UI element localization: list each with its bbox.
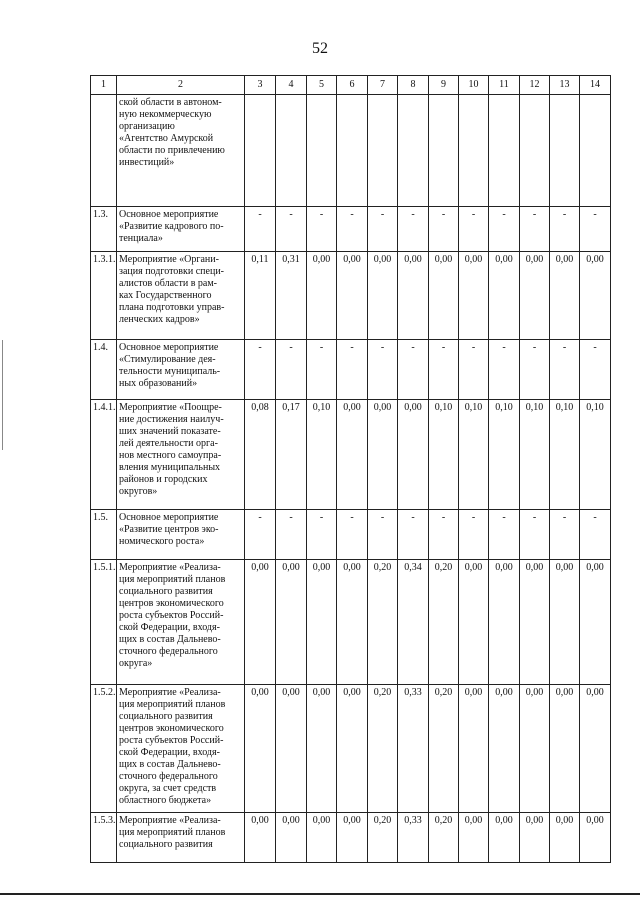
row-name: Основное мероприятие «Развитие центров эко- номического роста» (117, 510, 245, 560)
value-cell: - (276, 340, 307, 400)
value-cell: - (459, 340, 489, 400)
header-cell: 13 (550, 76, 580, 95)
value-cell: 0,00 (580, 252, 611, 340)
row-name: Мероприятие «Поощре- ние достижения наилуч- ших значений показате- лей деятельности орга- нов местного самоупра- вления муниципальных районов и городских округов» (117, 400, 245, 510)
value-cell: - (459, 207, 489, 252)
header-cell: 14 (580, 76, 611, 95)
value-cell: 0,00 (307, 560, 337, 685)
row-name: ской области в автоном- ную некоммерческую организацию «Агентство Амурской области по привлечению инвестиций» (117, 95, 245, 207)
value-cell: - (459, 510, 489, 560)
value-cell: - (429, 510, 459, 560)
value-cell: 0,20 (368, 813, 398, 863)
value-cell: - (489, 510, 520, 560)
table-body (91, 95, 611, 863)
value-cell: 0,10 (489, 400, 520, 510)
value-cell (459, 95, 489, 207)
header-row (91, 76, 611, 95)
value-cell: - (368, 340, 398, 400)
table-row (91, 510, 611, 560)
value-cell: - (489, 340, 520, 400)
value-cell: 0,00 (520, 813, 550, 863)
value-cell: 0,00 (459, 813, 489, 863)
row-name: Основное мероприятие «Развитие кадрового по- тенциала» (117, 207, 245, 252)
row-number: 1.4. (91, 340, 117, 400)
value-cell: 0,00 (337, 400, 368, 510)
value-cell: 0,00 (245, 685, 276, 813)
header-cell: 8 (398, 76, 429, 95)
value-cell: 0,00 (489, 252, 520, 340)
page-number: 52 (312, 40, 328, 57)
table-row (91, 400, 611, 510)
value-cell: 0,00 (398, 400, 429, 510)
value-cell: 0,00 (520, 685, 550, 813)
value-cell: - (337, 340, 368, 400)
value-cell: - (307, 340, 337, 400)
value-cell: 0,33 (398, 813, 429, 863)
header-cell: 9 (429, 76, 459, 95)
row-number (91, 95, 117, 207)
value-cell (489, 95, 520, 207)
value-cell: 0,00 (459, 560, 489, 685)
row-number: 1.5.1. (91, 560, 117, 685)
value-cell: - (520, 510, 550, 560)
header-cell: 11 (489, 76, 520, 95)
header-cell: 5 (307, 76, 337, 95)
value-cell: - (398, 207, 429, 252)
value-cell: - (337, 207, 368, 252)
value-cell: 0,00 (550, 813, 580, 863)
row-name: Мероприятие «Органи- зация подготовки специ- алистов области в рам- ках Государственного плана подготовки управ- ленческих кадров» (117, 252, 245, 340)
value-cell: 0,00 (429, 252, 459, 340)
value-cell: 0,00 (580, 813, 611, 863)
value-cell (429, 95, 459, 207)
row-name: Мероприятие «Реализа- ция мероприятий планов социального развития центров экономического роста субъектов Россий- ской Федерации, входя- щих в состав Дальнево- сточного федерального округа» (117, 560, 245, 685)
value-cell: 0,10 (550, 400, 580, 510)
value-cell: 0,34 (398, 560, 429, 685)
value-cell: - (429, 340, 459, 400)
value-cell: - (398, 340, 429, 400)
value-cell: 0,20 (368, 685, 398, 813)
value-cell: 0,00 (307, 252, 337, 340)
row-number: 1.4.1. (91, 400, 117, 510)
value-cell: 0,00 (489, 560, 520, 685)
value-cell: - (550, 510, 580, 560)
value-cell: 0,31 (276, 252, 307, 340)
value-cell (580, 95, 611, 207)
value-cell: 0,00 (337, 560, 368, 685)
table-row (91, 207, 611, 252)
value-cell: - (276, 207, 307, 252)
value-cell: - (550, 340, 580, 400)
value-cell: 0,00 (459, 685, 489, 813)
value-cell: - (550, 207, 580, 252)
value-cell: 0,00 (368, 400, 398, 510)
value-cell: - (307, 510, 337, 560)
value-cell: 0,20 (368, 560, 398, 685)
value-cell: 0,00 (489, 685, 520, 813)
value-cell: 0,00 (580, 560, 611, 685)
value-cell: 0,10 (520, 400, 550, 510)
value-cell (368, 95, 398, 207)
value-cell (520, 95, 550, 207)
row-name: Мероприятие «Реализа- ция мероприятий планов социального развития (117, 813, 245, 863)
value-cell: 0,00 (307, 813, 337, 863)
value-cell (245, 95, 276, 207)
table-row (91, 340, 611, 400)
value-cell: - (580, 207, 611, 252)
value-cell: - (276, 510, 307, 560)
value-cell: 0,00 (307, 685, 337, 813)
value-cell: 0,00 (459, 252, 489, 340)
value-cell: 0,10 (307, 400, 337, 510)
value-cell (307, 95, 337, 207)
value-cell (276, 95, 307, 207)
value-cell: 0,00 (337, 813, 368, 863)
value-cell (337, 95, 368, 207)
value-cell: 0,00 (337, 685, 368, 813)
header-cell: 1 (91, 76, 117, 95)
value-cell: 0,11 (245, 252, 276, 340)
value-cell: 0,00 (276, 685, 307, 813)
header-cell: 2 (117, 76, 245, 95)
value-cell (398, 95, 429, 207)
scan-margin-mark (2, 340, 3, 450)
value-cell: 0,00 (550, 252, 580, 340)
value-cell: - (245, 340, 276, 400)
row-number: 1.3.1. (91, 252, 117, 340)
value-cell: 0,00 (550, 685, 580, 813)
value-cell: - (489, 207, 520, 252)
value-cell: 0,00 (550, 560, 580, 685)
value-cell: - (520, 340, 550, 400)
value-cell: 0,20 (429, 560, 459, 685)
row-name: Основное мероприятие «Стимулирование дея- тельности муниципаль- ных образований» (117, 340, 245, 400)
value-cell: 0,00 (337, 252, 368, 340)
table-row (91, 560, 611, 685)
value-cell: 0,00 (520, 252, 550, 340)
value-cell: - (368, 207, 398, 252)
value-cell: - (580, 510, 611, 560)
header-cell: 10 (459, 76, 489, 95)
value-cell: - (245, 510, 276, 560)
header-cell: 4 (276, 76, 307, 95)
header-cell: 7 (368, 76, 398, 95)
row-name: Мероприятие «Реализа- ция мероприятий планов социального развития центров экономического роста субъектов Россий- ской Федерации, входя- щих в состав Дальнево- сточного федерального округа, за счет средств областного бюджета» (117, 685, 245, 813)
value-cell: 0,00 (245, 813, 276, 863)
value-cell: - (580, 340, 611, 400)
value-cell (550, 95, 580, 207)
row-number: 1.5.2. (91, 685, 117, 813)
row-number: 1.5.3. (91, 813, 117, 863)
value-cell: 0,00 (276, 560, 307, 685)
value-cell: 0,17 (276, 400, 307, 510)
value-cell: 0,33 (398, 685, 429, 813)
table-row (91, 813, 611, 863)
value-cell: 0,00 (398, 252, 429, 340)
value-cell: - (337, 510, 368, 560)
value-cell: - (307, 207, 337, 252)
row-number: 1.3. (91, 207, 117, 252)
value-cell: - (398, 510, 429, 560)
value-cell: 0,00 (245, 560, 276, 685)
value-cell: 0,00 (520, 560, 550, 685)
value-cell: - (429, 207, 459, 252)
value-cell: - (520, 207, 550, 252)
value-cell: 0,00 (580, 685, 611, 813)
indicator-table (90, 75, 611, 863)
row-number: 1.5. (91, 510, 117, 560)
value-cell: 0,10 (459, 400, 489, 510)
value-cell: - (245, 207, 276, 252)
value-cell: 0,08 (245, 400, 276, 510)
table-row (91, 685, 611, 813)
value-cell: 0,20 (429, 685, 459, 813)
value-cell: 0,00 (489, 813, 520, 863)
scan-bottom-edge (0, 893, 640, 895)
table-row (91, 252, 611, 340)
header-cell: 6 (337, 76, 368, 95)
header-cell: 12 (520, 76, 550, 95)
value-cell: 0,10 (580, 400, 611, 510)
value-cell: 0,00 (276, 813, 307, 863)
table-row (91, 95, 611, 207)
header-cell: 3 (245, 76, 276, 95)
value-cell: 0,00 (368, 252, 398, 340)
value-cell: 0,10 (429, 400, 459, 510)
value-cell: 0,20 (429, 813, 459, 863)
value-cell: - (368, 510, 398, 560)
